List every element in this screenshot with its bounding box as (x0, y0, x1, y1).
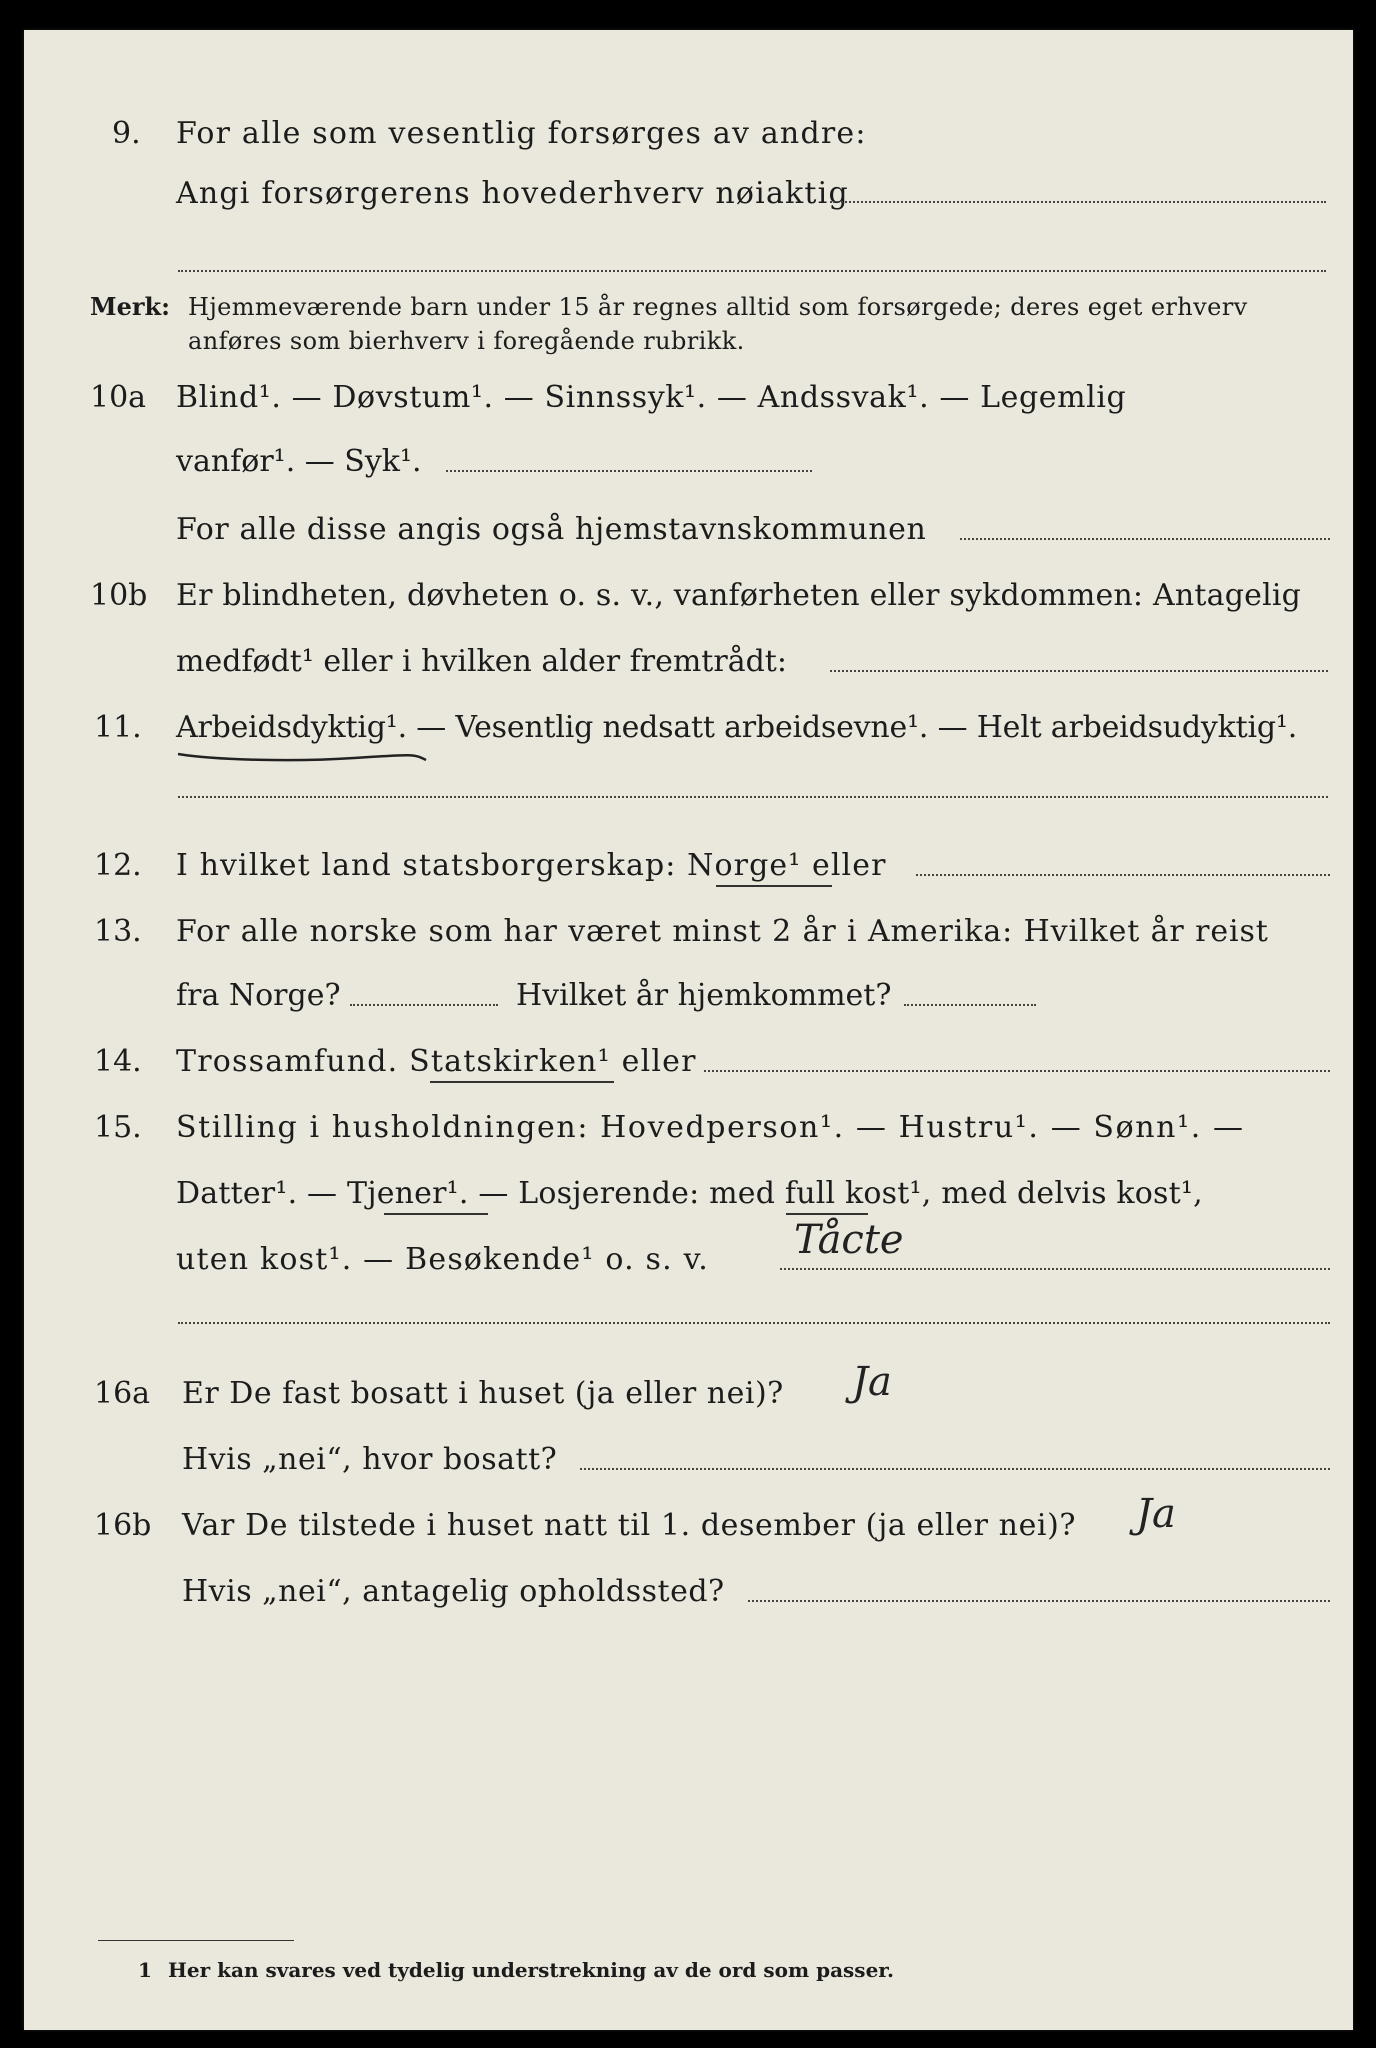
q15-kost-underline (786, 1213, 868, 1215)
q14-underline-mark (430, 1081, 614, 1083)
q10b-number: 10b (90, 578, 148, 613)
q14-line1: Trossamfund. Statskirken¹ eller (176, 1044, 697, 1079)
footnote-text: Her kan svares ved tydelig understrekning av de ord som passer. (168, 1958, 894, 1982)
q11-underline-mark (174, 740, 434, 766)
q10a-answer-line[interactable] (446, 470, 812, 472)
q15-answer-line-2[interactable] (178, 1322, 1330, 1324)
q16a-answer-line[interactable] (580, 1468, 1330, 1470)
q15-line1: Stilling i husholdningen: Hovedperson¹. — Hustru¹. — Sønn¹. — (176, 1110, 1245, 1145)
q15-handwritten-answer: Tåcte (794, 1217, 904, 1263)
q12-answer-line[interactable] (916, 874, 1330, 876)
census-form-page (24, 30, 1353, 2030)
q15-number: 15. (94, 1110, 142, 1145)
q11-answer-line[interactable] (178, 796, 1328, 798)
q14-answer-line[interactable] (704, 1070, 1330, 1072)
q10a-hjemstavn-line[interactable] (960, 538, 1330, 540)
q15-answer-line[interactable] (780, 1268, 1330, 1270)
footnote-rule (98, 1940, 294, 1941)
q9-answer-line-2[interactable] (178, 270, 1326, 272)
q12-number: 12. (94, 848, 142, 883)
q14-number: 14. (94, 1044, 142, 1079)
q13-line1: For alle norske som har været minst 2 år i Amerika: Hvilket år reist (176, 914, 1269, 949)
q9-line1: For alle som vesentlig forsørges av andre: (176, 116, 867, 151)
q16a-handwritten-answer: Ja (852, 1359, 892, 1405)
q16a-line1: Er De fast bosatt i huset (ja eller nei)? (182, 1376, 784, 1411)
q10b-line2: medfødt¹ eller i hvilken alder fremtrådt: (176, 644, 787, 679)
merk-label: Merk: (90, 292, 170, 321)
merk-line1: Hjemmeværende barn under 15 år regnes alltid som forsørgede; deres eget erhverv (188, 293, 1248, 321)
q16a-line2: Hvis „nei“, hvor bosatt? (182, 1442, 558, 1477)
q16b-number: 16b (94, 1508, 152, 1543)
q10a-number: 10a (90, 380, 147, 415)
q9-number: 9. (112, 116, 141, 151)
q10a-line3: For alle disse angis også hjemstavnskommunen (176, 512, 927, 547)
q16b-line2: Hvis „nei“, antagelig opholdssted? (182, 1574, 725, 1609)
q9-answer-line[interactable] (830, 201, 1326, 203)
q13-number: 13. (94, 914, 142, 949)
q16b-handwritten-answer: Ja (1136, 1491, 1176, 1537)
q10b-answer-line[interactable] (830, 670, 1328, 672)
q13-hjemkommet-line[interactable] (904, 1004, 1036, 1006)
q12-line1: I hvilket land statsborgerskap: Norge¹ eller (176, 848, 887, 883)
q15-line3: uten kost¹. — Besøkende¹ o. s. v. (176, 1242, 709, 1277)
q13-line2b: Hvilket år hjemkommet? (516, 978, 892, 1013)
merk-line2: anføres som bierhverv i foregående rubrikk. (188, 327, 745, 355)
q13-line2a: fra Norge? (176, 978, 341, 1013)
q10a-line1: Blind¹. — Døvstum¹. — Sinnssyk¹. — Andssvak¹. — Legemlig (176, 380, 1127, 415)
q11-line1: Arbeidsdyktig¹. — Vesentlig nedsatt arbeidsevne¹. — Helt arbeidsudyktig¹. (176, 710, 1298, 745)
footnote-mark: 1 (138, 1958, 152, 1982)
q12-underline-mark (716, 885, 832, 887)
q11-number: 11. (94, 710, 142, 745)
q10b-line1: Er blindheten, døvheten o. s. v., vanførheten eller sykdommen: Antagelig (176, 578, 1302, 613)
q16b-line1: Var De tilstede i huset natt til 1. desember (ja eller nei)? (182, 1508, 1077, 1543)
q16a-number: 16a (94, 1376, 151, 1411)
q16b-answer-line[interactable] (748, 1600, 1330, 1602)
q13-reist-line[interactable] (350, 1004, 498, 1006)
q10a-line2: vanfør¹. — Syk¹. (176, 444, 422, 479)
q9-line2: Angi forsørgerens hovederhverv nøiaktig (176, 176, 849, 211)
q15-line2: Datter¹. — Tjener¹. — Losjerende: med full kost¹, med delvis kost¹, (176, 1176, 1203, 1211)
q15-tjener-underline (384, 1213, 488, 1215)
